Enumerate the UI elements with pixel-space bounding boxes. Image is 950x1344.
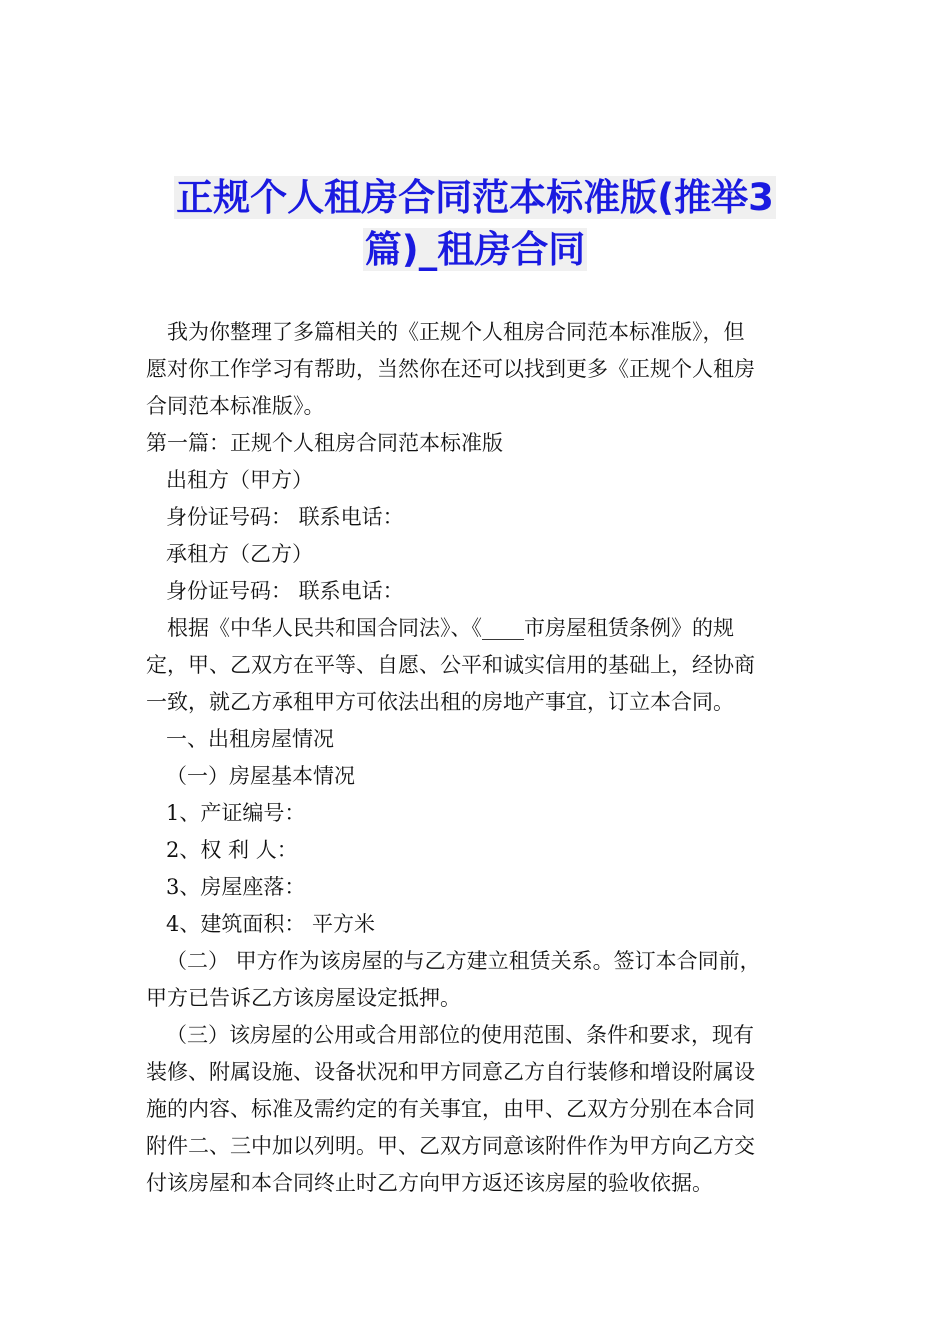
text-line: 1、产证编号： xyxy=(166,801,306,825)
text-line: 根据《中华人民共和国合同法》、《____市房屋租赁条例》的规 xyxy=(167,616,734,640)
text-line: （二） 甲方作为该房屋的与乙方建立租赁关系。签订本合同前， xyxy=(166,949,761,973)
text-line: 2、权 利 人： xyxy=(166,838,298,862)
text-line: （三）该房屋的公用或合用部位的使用范围、条件和要求，现有 xyxy=(166,1023,754,1047)
text-line: （一）房屋基本情况 xyxy=(166,764,355,788)
text-line: 一致，就乙方承租甲方可依法出租的房地产事宜，订立本合同。 xyxy=(146,690,734,714)
text-line: 施的内容、标准及需约定的有关事宜，由甲、乙双方分别在本合同 xyxy=(146,1097,755,1121)
text-line: 附件二、三中加以列明。甲、乙双方同意该附件作为甲方向乙方交 xyxy=(146,1134,755,1158)
text-line: 第一篇：正规个人租房合同范本标准版 xyxy=(146,431,503,455)
text-line: 承租方（乙方） xyxy=(166,542,313,566)
text-line: 甲方已告诉乙方该房屋设定抵押。 xyxy=(146,986,461,1010)
text-line: 身份证号码： 联系电话： xyxy=(166,579,404,603)
title-line-1: 正规个人租房合同范本标准版(推举3 xyxy=(176,176,774,219)
text-line: 身份证号码： 联系电话： xyxy=(166,505,404,529)
text-line: 愿对你工作学习有帮助，当然你在还可以找到更多《正规个人租房 xyxy=(146,357,755,381)
document-body xyxy=(146,314,810,1202)
text-line: 装修、附属设施、设备状况和甲方同意乙方自行装修和增设附属设 xyxy=(146,1060,755,1084)
document-title xyxy=(120,172,830,276)
title-line-2: 篇)_租房合同 xyxy=(364,228,586,271)
text-line: 一、出租房屋情况 xyxy=(166,727,334,751)
text-line: 付该房屋和本合同终止时乙方向甲方返还该房屋的验收依据。 xyxy=(146,1171,713,1195)
text-line: 定，甲、乙双方在平等、自愿、公平和诚实信用的基础上，经协商 xyxy=(146,653,755,677)
text-line: 出租方（甲方） xyxy=(166,468,313,492)
text-line: 合同范本标准版》。 xyxy=(146,394,325,418)
text-line: 4、建筑面积： 平方米 xyxy=(166,912,376,936)
text-line: 我为你整理了多篇相关的《正规个人租房合同范本标准版》，但 xyxy=(167,320,745,344)
text-line: 3、房屋座落： xyxy=(166,875,306,899)
